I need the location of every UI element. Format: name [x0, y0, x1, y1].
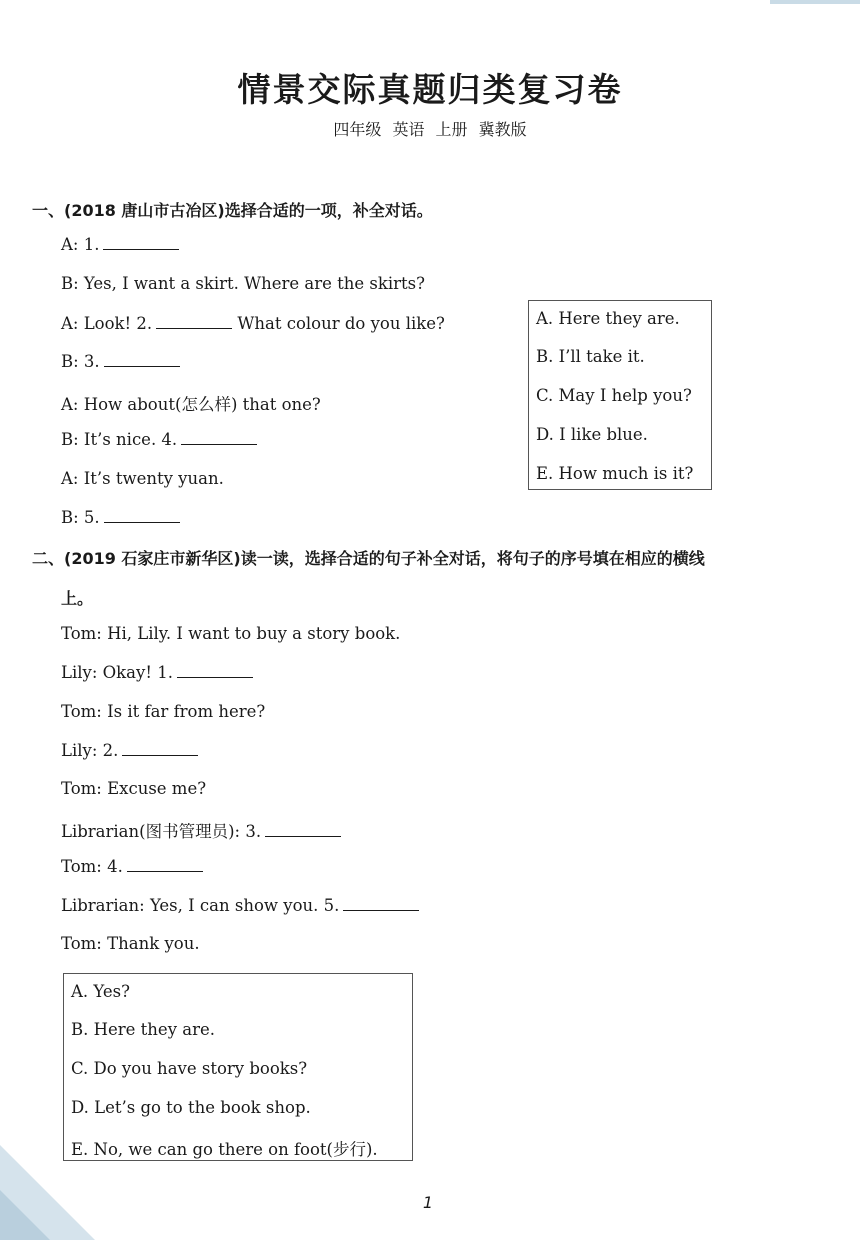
option-c: C. May I help you?: [536, 386, 692, 405]
answer-blank[interactable]: [103, 248, 179, 250]
section1-options-box: [528, 300, 712, 490]
s1-line-1: A: 1.: [61, 235, 179, 254]
s2-line-9: Tom: Thank you.: [61, 934, 200, 953]
option-b: B. I’ll take it.: [536, 347, 645, 366]
option-e: E. How much is it?: [536, 464, 694, 483]
answer-blank[interactable]: [156, 327, 232, 329]
answer-blank[interactable]: [122, 754, 198, 756]
option-a: A. Here they are.: [536, 309, 680, 328]
s2-line-6: Librarian(图书管理员): 3.: [61, 818, 341, 842]
answer-blank[interactable]: [343, 909, 419, 911]
s1-line-6: B: It’s nice. 4.: [61, 430, 257, 449]
answer-blank[interactable]: [104, 365, 180, 367]
page-title: 情景交际真题归类复习卷: [237, 70, 623, 109]
option-d: D. I like blue.: [536, 425, 648, 444]
s1-line-2: B: Yes, I want a skirt. Where are the skirts?: [61, 274, 425, 293]
s2-line-2: Lily: Okay! 1.: [61, 663, 253, 682]
answer-blank[interactable]: [127, 870, 203, 872]
s2-line-5: Tom: Excuse me?: [61, 779, 207, 798]
corner-decoration-top: [770, 0, 860, 4]
page-subtitle: 四年级 英语 上册 冀教版: [333, 120, 527, 139]
answer-blank[interactable]: [265, 835, 341, 837]
option-b: B. Here they are.: [71, 1020, 215, 1039]
section2-heading-cont: 上。: [61, 589, 94, 608]
s2-line-1: Tom: Hi, Lily. I want to buy a story book.: [61, 624, 401, 643]
s1-line-4: B: 3.: [61, 352, 180, 371]
s1-line-5: A: How about(怎么样) that one?: [61, 395, 321, 414]
answer-blank[interactable]: [104, 521, 180, 523]
s2-line-4: Lily: 2.: [61, 741, 198, 760]
section1-heading: 一、(2018 唐山市古冶区)选择合适的一项，补全对话。: [32, 201, 433, 220]
s2-line-7: Tom: 4.: [61, 857, 203, 876]
option-e: E. No, we can go there on foot(步行).: [71, 1140, 378, 1159]
s1-line-3: A: Look! 2. What colour do you like?: [61, 314, 445, 333]
page-number: 1: [422, 1193, 434, 1212]
s2-line-3: Tom: Is it far from here?: [61, 702, 266, 721]
s1-line-7: A: It’s twenty yuan.: [61, 469, 224, 488]
option-c: C. Do you have story books?: [71, 1059, 308, 1078]
section2-heading: 二、(2019 石家庄市新华区)读一读，选择合适的句子补全对话，将句子的序号填在相应的横线: [32, 549, 705, 568]
option-d: D. Let’s go to the book shop.: [71, 1098, 311, 1117]
option-a: A. Yes?: [71, 982, 130, 1001]
s1-line-8: B: 5.: [61, 508, 180, 527]
answer-blank[interactable]: [181, 443, 257, 445]
section2-options-box: [63, 973, 413, 1161]
s2-line-8: Librarian: Yes, I can show you. 5.: [61, 896, 419, 915]
answer-blank[interactable]: [177, 676, 253, 678]
